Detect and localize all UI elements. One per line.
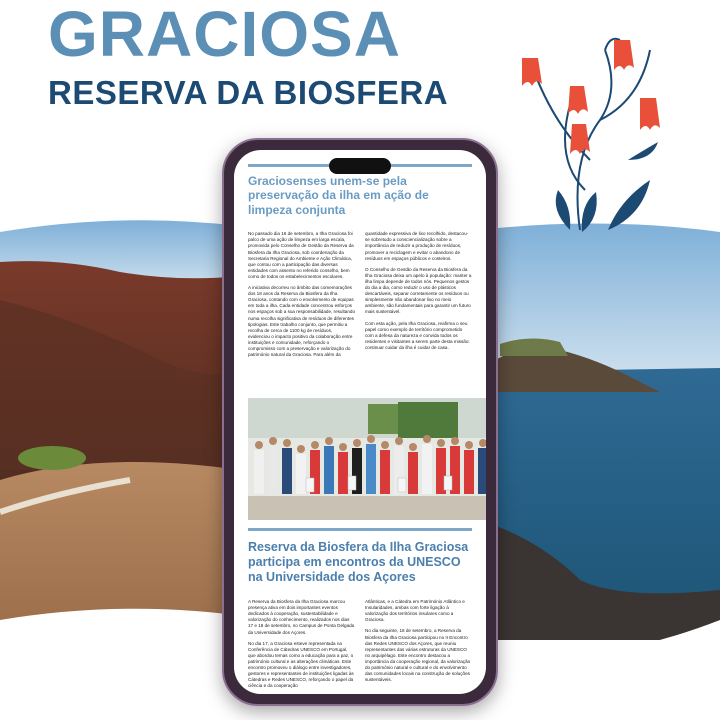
article-cleanup-col-1 — [248, 231, 355, 363]
phone-mockup — [222, 138, 498, 706]
article-cleanup-title: Graciosenses unem-se pela preservação da ilha em ação de limpeza conjunta — [248, 174, 429, 217]
group-photo — [248, 398, 486, 520]
article-unesco-col-2 — [365, 599, 472, 694]
paragraph: No passado dia 16 de setembro, a Ilha Graciosa foi palco de uma ação de limpeza em larga escala, promovida pelo Conselho de Gestão da Reserva da Biosfera da Ilha Graciosa, sob coordenação da Secretaria Regional do Ambiente e Ação Climática, que contou com a participação das diversas entidades com assento no referido conselho, bem como de todos os estabelecimentos escolares. — [248, 231, 354, 279]
page-subtitle: RESERVA DA BIOSFERA — [48, 74, 449, 111]
bellflower-illustration — [510, 10, 680, 240]
article-unesco — [248, 540, 472, 694]
paragraph: A Reserva da Biosfera da Ilha Graciosa marcou presença ativa em dois importantes eventos dedicados à cooperação, sustentabilidade e valorização do conhecimento, realizados nos dias 17 e 18 de setembro, no Campus de Ponta Delgada da Universidade dos Açores. — [248, 599, 355, 635]
page-title: GRACIOSA — [48, 0, 401, 70]
phone-screen — [234, 150, 486, 694]
phone-notch — [329, 158, 391, 174]
paragraph: No dia seguinte, 18 de setembro, a Reserva da Biosfera da Ilha Graciosa participou no II Encontro das Redes UNESCO dos Açores, que reuniu representantes das várias estruturas da UNESCO no arquipélago. Este encontro destacou a importância da cooperação regional, da valorização do património natural e cultural e do envolvimento das comunidades locais na construção de soluções sustentáveis. — [365, 628, 471, 683]
article-cleanup-col-2 — [365, 231, 472, 363]
article-unesco-col-1 — [248, 599, 355, 694]
section-divider — [248, 528, 472, 531]
paragraph: Com esta ação, pela Ilha Graciosa, reafirma o seu papel como exemplo de território comprometido com a defesa da natureza e convida todos os residentes e visitantes a serem parte desta missão: continuar cuidar da ilha é cuidar de casa. — [365, 320, 470, 351]
paragraph: Atlânticas, e a Cátedra em Património Atlântico e Insularidades, ambas com forte ligação à valorização dos territórios insulares como a Graciosa. — [365, 599, 465, 623]
paragraph: A iniciativa decorreu no âmbito das comemorações dos 18 anos da Reserva da Biosfera da Ilha Graciosa, contando com o envolvimento de equipas em toda a ilha. Cada entidade concentrou esforços nos espaços sob a sua responsabilidade, resultando numa recolha significativa de resíduos de diferentes tipologias. Este trabalho conjunto, que permitiu a recolha de cerca de 1100 kg de resíduos, evidenciou o impacto positivo da colaboração entre instituições e comunidade, reforçando o compromisso com a preservação e valorização do património natural da Graciosa. Para além da — [248, 285, 356, 358]
paragraph: O Conselho de Gestão da Reserva da Biosfera da Ilha Graciosa deixa um apelo à população: manter a ilha limpa depende de todos nós. Pequenos gestos do dia a dia, como reduzir o uso de plásticos descartáveis, separar corretamente os resíduos ou simplesmente não abandonar lixo no meio ambiente, são fundamentais para garantir um futuro mais sustentável. — [365, 266, 472, 315]
flower-icon — [522, 40, 660, 154]
article-unesco-title: Reserva da Biosfera da Ilha Graciosa participa em encontros da UNESCO na Universidade dos Açores — [248, 540, 469, 584]
paragraph: quantidade expressiva de lixo recolhido, destacou-se sobretudo a consciencialização sobre a importância de reduzir a produção de resíduos, promover a reciclagem e evitar o abandono de resíduos em espaços públicos e costeiros. — [365, 231, 469, 261]
paragraph: No dia 17, a Graciosa esteve representada na Conferência de Cátedras UNESCO em Portugal, que abordou temas como a educação para a paz, o património cultural e as alterações climáticas. Este encontro promoveu o diálogo entre investigadores, gestores e representantes de instituições ligadas às Cátedras e Redes UNESCO, reforçando o papel da ciência e da cooperação — [248, 640, 354, 689]
article-cleanup — [248, 174, 472, 363]
